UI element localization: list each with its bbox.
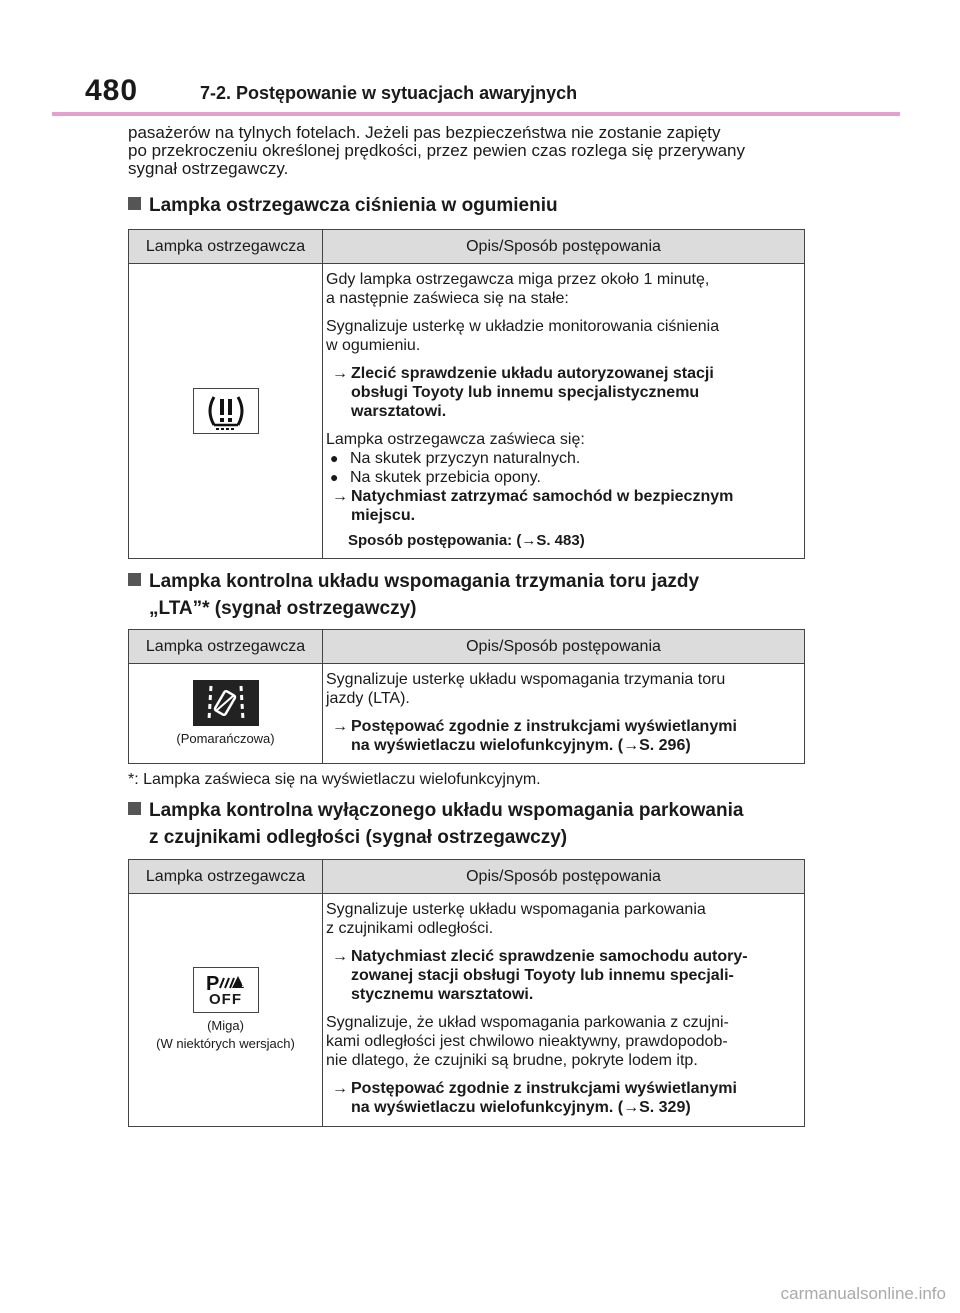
text-line: na wyświetlaczu wielofunkcyjnym. (→S. 329) — [351, 1099, 691, 1116]
text-line: miejscu. — [351, 507, 416, 524]
action-instruction — [326, 364, 798, 421]
text-line: nie dlatego, że czujniki są brudne, pokryte lodem itp. — [326, 1052, 698, 1069]
text-line: na wyświetlaczu wielofunkcyjnym. (→S. 296) — [351, 737, 691, 754]
table-header-row — [129, 630, 805, 664]
table-row — [129, 664, 805, 764]
column-header-lamp: Lampka ostrzegawcza — [129, 230, 323, 264]
table-parking-sensor — [128, 859, 805, 1127]
description-paragraph — [326, 270, 798, 308]
table-row — [129, 894, 805, 1127]
text-line: Sygnalizuje usterkę układu wspomagania parkowania — [326, 901, 706, 918]
description-cell — [323, 894, 805, 1127]
svg-text:P: P — [205, 973, 219, 995]
section-title-lta — [128, 568, 808, 622]
column-header-description: Opis/Sposób postępowania — [323, 860, 805, 894]
description-cell — [323, 264, 805, 559]
icon-off-label: OFF — [209, 991, 242, 1008]
description-paragraph — [326, 317, 798, 355]
parking-sensor-off-icon — [193, 967, 259, 1013]
intro-paragraph — [128, 124, 808, 178]
description-paragraph — [326, 670, 798, 708]
bullet-item — [326, 449, 798, 468]
column-header-description: Opis/Sposób postępowania — [323, 230, 805, 264]
lamp-caption: (Miga) — [207, 1018, 244, 1033]
text-line: Sygnalizuje, że układ wspomagania parkowania z czujni- — [326, 1014, 729, 1031]
action-instruction — [326, 487, 798, 525]
text-line: Postępować zgodnie z instrukcjami wyświetlanymi — [351, 1080, 737, 1097]
text-line: Sygnalizuje usterkę w układzie monitorowania ciśnienia — [326, 318, 720, 335]
text-line: Na skutek przyczyn naturalnych. — [350, 450, 581, 467]
text-line: Zlecić sprawdzenie układu autoryzowanej stacji — [351, 365, 714, 382]
square-bullet-icon — [128, 197, 141, 210]
text-line: Natychmiast zatrzymać samochód w bezpiecznym — [351, 488, 734, 505]
text-line: zowanej stacji obsługi Toyoty lub innemu specjali- — [351, 967, 734, 984]
lamp-cell — [129, 894, 323, 1127]
column-header-lamp: Lampka ostrzegawcza — [129, 860, 323, 894]
text-line: a następnie zaświeca się na stałe: — [326, 290, 569, 307]
text-line: Sygnalizuje usterkę układu wspomagania trzymania toru — [326, 671, 726, 688]
text-line: jazdy (LTA). — [326, 690, 410, 707]
section-title-tire-pressure — [128, 192, 808, 219]
intro-line: sygnał ostrzegawczy. — [128, 159, 289, 178]
lane-tracing-assist-icon — [193, 680, 259, 726]
column-header-description: Opis/Sposób postępowania — [323, 630, 805, 664]
table-lta — [128, 629, 805, 764]
section-title-text: Lampka kontrolna układu wspomagania trzymania toru jazdy — [149, 571, 700, 592]
arrow-icon: → — [332, 488, 348, 505]
text-line: Na skutek przebicia opony. — [350, 469, 541, 486]
intro-line: po przekroczeniu określonej prędkości, przez pewien czas rozlega się przerywany — [128, 141, 746, 160]
section-title-parking-sensor — [128, 797, 808, 851]
lamp-caption: (W niektórych wersjach) — [156, 1036, 295, 1051]
lamp-cell — [129, 264, 323, 559]
bullet-dot-icon: ● — [330, 469, 339, 485]
table-row — [129, 264, 805, 559]
table-header-row — [129, 860, 805, 894]
footnote: *: Lampka zaświeca się na wyświetlaczu wielofunkcyjnym. — [128, 771, 541, 788]
action-instruction — [326, 717, 798, 755]
description-paragraph — [326, 900, 798, 938]
arrow-icon: → — [332, 1080, 348, 1097]
svg-text:!: ! — [240, 979, 244, 989]
lamp-cell — [129, 664, 323, 764]
section-title-text: „LTA”* (sygnał ostrzegawczy) — [149, 598, 417, 619]
square-bullet-icon — [128, 802, 141, 815]
text-line: obsługi Toyoty lub innemu specjalistycznemu — [351, 384, 700, 401]
bullet-item — [326, 468, 798, 487]
chapter-title: 7-2. Postępowanie w sytuacjach awaryjnych — [200, 83, 578, 103]
page-header — [0, 0, 960, 118]
procedure-reference: Sposób postępowania: (→S. 483) — [348, 532, 585, 549]
text-line: w ogumieniu. — [326, 337, 421, 354]
table-tire-pressure — [128, 229, 805, 559]
tire-pressure-warning-icon — [193, 388, 259, 434]
arrow-icon: → — [332, 718, 348, 735]
arrow-icon: → — [332, 365, 348, 382]
intro-line: pasażerów na tylnych fotelach. Jeżeli pas bezpieczeństwa nie zostanie zapięty — [128, 123, 721, 142]
action-instruction — [326, 947, 798, 1004]
square-bullet-icon — [128, 573, 141, 586]
header-rule — [52, 112, 900, 116]
text-line: kami odległości jest chwilowo nieaktywny, prawdopodob- — [326, 1033, 728, 1050]
bullet-dot-icon: ● — [330, 450, 339, 466]
section-title-text: Lampka kontrolna wyłączonego układu wspomagania parkowania — [149, 800, 744, 821]
text-line: Gdy lampka ostrzegawcza miga przez około 1 minutę, — [326, 271, 710, 288]
watermark: carmanualsonline.info — [780, 1284, 946, 1303]
text-line: Natychmiast zlecić sprawdzenie samochodu autory- — [351, 948, 748, 965]
column-header-lamp: Lampka ostrzegawcza — [129, 630, 323, 664]
section-title-text: Lampka ostrzegawcza ciśnienia w ogumieniu — [149, 195, 558, 216]
action-instruction — [326, 1079, 798, 1117]
table-header-row — [129, 230, 805, 264]
text-line: z czujnikami odległości. — [326, 920, 494, 937]
description-paragraph — [326, 1013, 798, 1070]
lamp-caption: (Pomarańczowa) — [176, 730, 275, 746]
arrow-icon: → — [332, 948, 348, 965]
description-cell — [323, 664, 805, 764]
text-line: Postępować zgodnie z instrukcjami wyświetlanymi — [351, 718, 737, 735]
page-number: 480 — [85, 74, 139, 107]
text-line: Lampka ostrzegawcza zaświeca się: — [326, 431, 585, 448]
text-line: stycznemu warsztatowi. — [351, 986, 534, 1003]
section-title-text: z czujnikami odległości (sygnał ostrzegawczy) — [149, 827, 568, 848]
text-line: warsztatowi. — [351, 403, 447, 420]
